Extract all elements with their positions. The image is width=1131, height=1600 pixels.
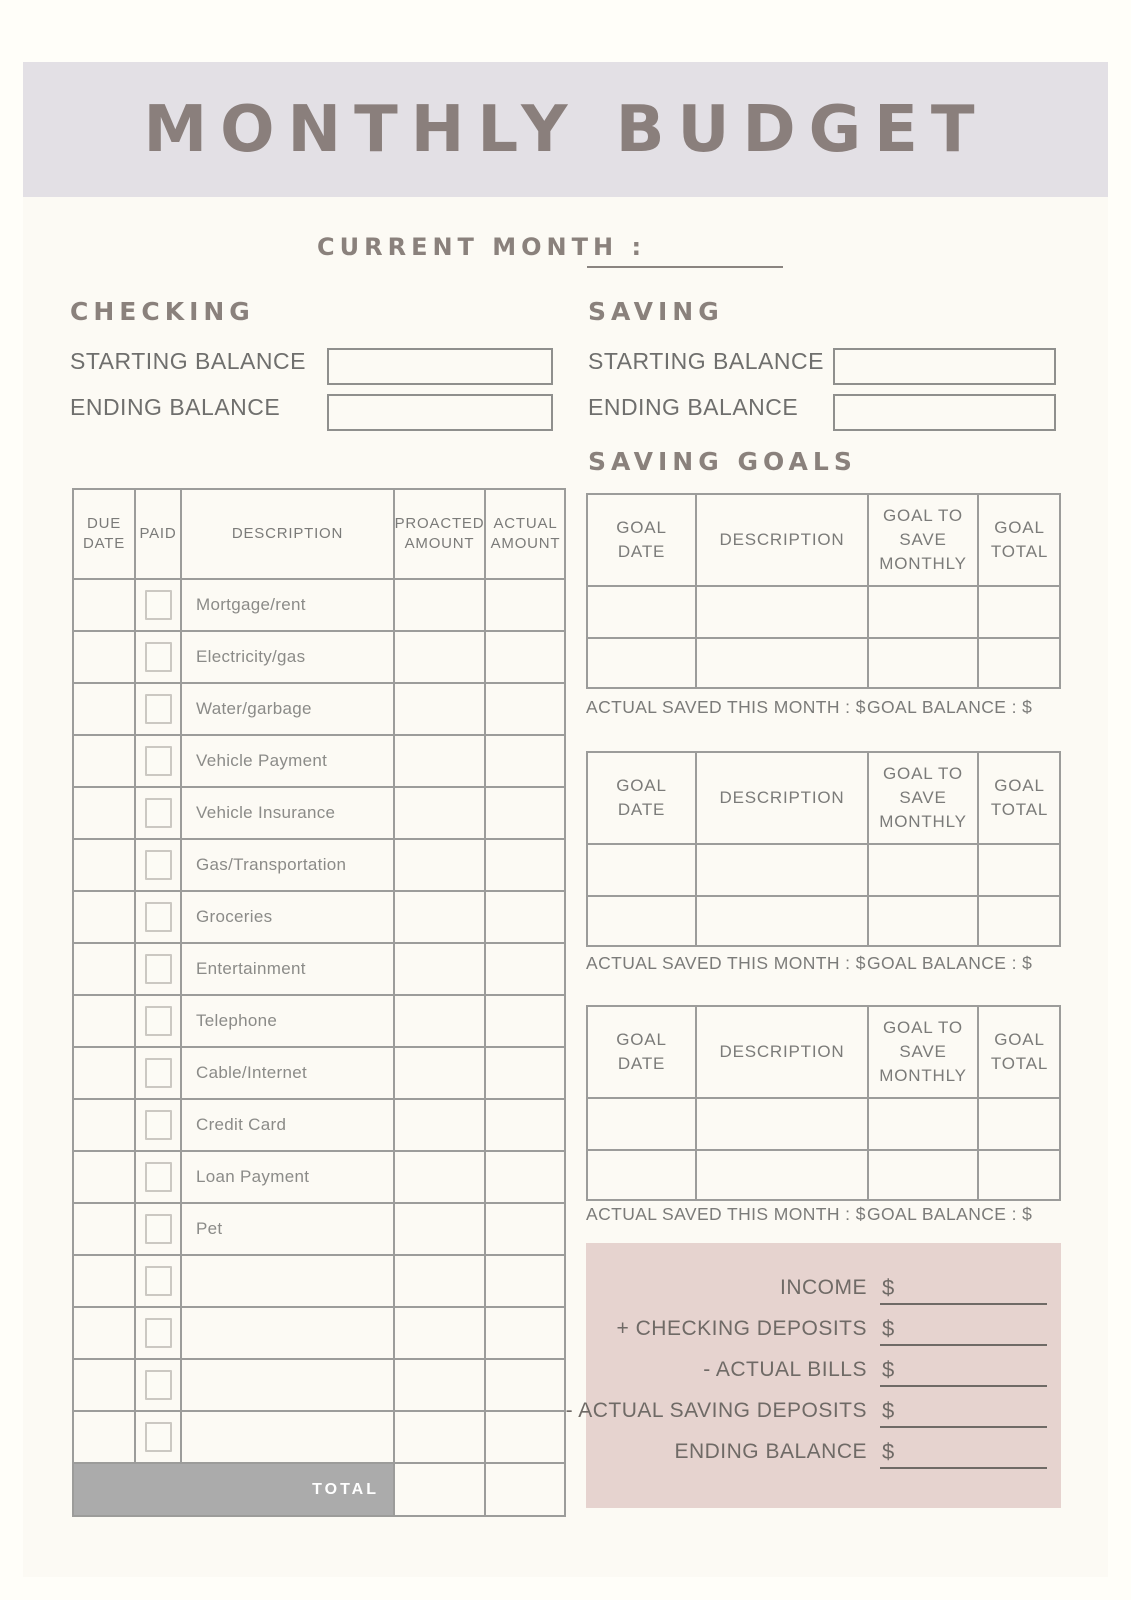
paid-cell	[136, 944, 182, 996]
goal-balance-label: GOAL BALANCE : $	[867, 953, 1033, 973]
saving-goals-table-3	[586, 1005, 1061, 1201]
paid-cell	[136, 1100, 182, 1152]
goal-column-header-description: DESCRIPTION	[697, 1007, 869, 1099]
checking-deposits-blank[interactable]	[880, 1344, 1047, 1346]
goal-monthly-cell[interactable]	[869, 845, 979, 897]
proacted-amount-cell[interactable]	[395, 892, 486, 944]
income-blank[interactable]	[880, 1303, 1047, 1305]
summary-row-actual-bills	[586, 1349, 1061, 1390]
paid-cell	[136, 892, 182, 944]
actual-amount-cell[interactable]	[486, 944, 565, 996]
currency-symbol: $	[882, 1439, 895, 1464]
due-date-cell[interactable]	[74, 684, 136, 736]
bill-description: Groceries	[196, 907, 273, 926]
bill-description: Vehicle Payment	[196, 751, 328, 770]
actual-saving-deposits-blank[interactable]	[880, 1426, 1047, 1428]
goal-column-header-goal-total: GOAL TOTAL	[979, 1007, 1060, 1099]
actual-amount-cell[interactable]	[486, 1204, 565, 1256]
paid-cell	[136, 1256, 182, 1308]
due-date-cell[interactable]	[74, 892, 136, 944]
bill-description: Gas/Transportation	[196, 855, 347, 874]
paid-checkbox[interactable]	[145, 1370, 172, 1400]
proacted-amount-cell[interactable]	[395, 996, 486, 1048]
column-header-proacted-amount: PROACTED AMOUNT	[395, 490, 486, 580]
due-date-cell[interactable]	[74, 1100, 136, 1152]
goal-total-cell[interactable]	[979, 1099, 1060, 1151]
paid-cell	[136, 840, 182, 892]
goal-description-cell[interactable]	[697, 587, 869, 639]
goal-date-cell[interactable]	[588, 845, 697, 897]
bill-description: Pet	[196, 1219, 223, 1238]
saving-goals-table-1	[586, 493, 1061, 689]
goal-date-cell[interactable]	[588, 639, 697, 687]
goal-column-header-goal-to-save-monthly: GOAL TO SAVE MONTHLY	[869, 753, 979, 845]
goal-monthly-cell[interactable]	[869, 639, 979, 687]
checking-starting-balance-input[interactable]	[327, 348, 553, 385]
title-banner	[23, 62, 1108, 197]
goal-description-cell[interactable]	[697, 1099, 869, 1151]
proacted-amount-cell[interactable]	[395, 1100, 486, 1152]
proacted-amount-cell[interactable]	[395, 1204, 486, 1256]
actual-saved-label: ACTUAL SAVED THIS MONTH : $	[586, 1204, 866, 1224]
due-date-cell[interactable]	[74, 632, 136, 684]
column-header-due-date: DUE DATE	[74, 490, 136, 580]
actual-amount-cell[interactable]	[486, 892, 565, 944]
paid-checkbox[interactable]	[145, 642, 172, 672]
proacted-amount-cell[interactable]	[395, 1048, 486, 1100]
current-month-label: CURRENT MONTH :	[317, 233, 647, 261]
goal-description-cell[interactable]	[697, 897, 869, 945]
summary-row-income	[586, 1267, 1061, 1308]
goal-total-cell[interactable]	[979, 1151, 1060, 1199]
bill-description: Vehicle Insurance	[196, 803, 336, 822]
actual-amount-cell[interactable]	[486, 1152, 565, 1204]
goal-column-header-goal-date: GOAL DATE	[588, 1007, 697, 1099]
description-cell[interactable]	[182, 580, 395, 632]
goal-date-cell[interactable]	[588, 897, 697, 945]
actual-amount-cell[interactable]	[486, 736, 565, 788]
description-cell[interactable]	[182, 1204, 395, 1256]
saving-goals-table-2	[586, 751, 1061, 947]
column-header-actual-amount: ACTUAL AMOUNT	[486, 490, 565, 580]
paid-cell	[136, 1152, 182, 1204]
paid-cell	[136, 632, 182, 684]
actual-amount-cell[interactable]	[486, 1308, 565, 1360]
bill-description: Mortgage/rent	[196, 595, 306, 614]
proacted-amount-cell[interactable]	[395, 1412, 486, 1464]
paid-cell	[136, 736, 182, 788]
actual-amount-cell[interactable]	[486, 1256, 565, 1308]
actual-amount-cell[interactable]	[486, 1100, 565, 1152]
page-top-margin	[0, 0, 1131, 62]
paid-checkbox[interactable]	[145, 694, 172, 724]
paid-cell	[136, 1412, 182, 1464]
description-cell[interactable]	[182, 632, 395, 684]
goal-column-header-description: DESCRIPTION	[697, 753, 869, 845]
description-cell[interactable]	[182, 684, 395, 736]
description-cell[interactable]	[182, 892, 395, 944]
summary-row-ending-balance	[586, 1431, 1061, 1472]
proacted-amount-cell[interactable]	[395, 840, 486, 892]
goal-date-cell[interactable]	[588, 1151, 697, 1199]
actual-amount-cell[interactable]	[486, 840, 565, 892]
proacted-amount-cell[interactable]	[395, 580, 486, 632]
proacted-amount-cell[interactable]	[395, 788, 486, 840]
ending-balance-label: ENDING BALANCE	[674, 1440, 867, 1463]
total-proacted-amount-cell[interactable]	[395, 1464, 486, 1515]
goal-monthly-cell[interactable]	[869, 1099, 979, 1151]
goal-column-header-goal-date: GOAL DATE	[588, 495, 697, 587]
current-month-blank[interactable]	[587, 235, 783, 268]
bill-description: Water/garbage	[196, 699, 312, 718]
due-date-cell[interactable]	[74, 1048, 136, 1100]
paid-checkbox[interactable]	[145, 798, 172, 828]
paid-cell	[136, 996, 182, 1048]
description-cell[interactable]	[182, 1152, 395, 1204]
goal-footer-3	[586, 1204, 1061, 1225]
paid-checkbox[interactable]	[145, 1318, 172, 1348]
actual-amount-cell[interactable]	[486, 1048, 565, 1100]
due-date-cell[interactable]	[74, 788, 136, 840]
due-date-cell[interactable]	[74, 736, 136, 788]
goal-column-header-description: DESCRIPTION	[697, 495, 869, 587]
description-cell[interactable]	[182, 1412, 395, 1464]
monthly-summary-box	[565, 1243, 1061, 1508]
saving-ending-balance-input[interactable]	[833, 394, 1056, 431]
goal-description-cell[interactable]	[697, 1151, 869, 1199]
goal-total-cell[interactable]	[979, 845, 1060, 897]
description-cell[interactable]	[182, 1360, 395, 1412]
actual-amount-cell[interactable]	[486, 996, 565, 1048]
proacted-amount-cell[interactable]	[395, 736, 486, 788]
goal-monthly-cell[interactable]	[869, 587, 979, 639]
income-label: INCOME	[780, 1276, 867, 1299]
due-date-cell[interactable]	[74, 1204, 136, 1256]
due-date-cell[interactable]	[74, 1256, 136, 1308]
actual-bills-label: - ACTUAL BILLS	[703, 1358, 867, 1381]
paid-cell	[136, 684, 182, 736]
paid-checkbox[interactable]	[145, 746, 172, 776]
goal-column-header-goal-total: GOAL TOTAL	[979, 495, 1060, 587]
bill-description: Credit Card	[196, 1115, 287, 1134]
actual-amount-cell[interactable]	[486, 788, 565, 840]
bill-description: Cable/Internet	[196, 1063, 307, 1082]
goal-balance-label: GOAL BALANCE : $	[867, 697, 1033, 717]
goal-date-cell[interactable]	[588, 587, 697, 639]
goal-description-cell[interactable]	[697, 639, 869, 687]
description-cell[interactable]	[182, 788, 395, 840]
goal-date-cell[interactable]	[588, 1099, 697, 1151]
column-header-paid: PAID	[136, 490, 182, 580]
checking-ending-balance-input[interactable]	[327, 394, 553, 431]
bill-description: Entertainment	[196, 959, 306, 978]
paid-checkbox[interactable]	[145, 1422, 172, 1452]
due-date-cell[interactable]	[74, 1412, 136, 1464]
goal-total-cell[interactable]	[979, 587, 1060, 639]
goal-column-header-goal-to-save-monthly: GOAL TO SAVE MONTHLY	[869, 495, 979, 587]
saving-ending-balance-label: ENDING BALANCE	[588, 394, 799, 420]
page-title: MONTHLY BUDGET	[143, 92, 988, 167]
paid-cell	[136, 1360, 182, 1412]
proacted-amount-cell[interactable]	[395, 1152, 486, 1204]
paid-cell	[136, 1048, 182, 1100]
due-date-cell[interactable]	[74, 944, 136, 996]
goal-footer-1	[586, 697, 1061, 718]
saving-starting-balance-input[interactable]	[833, 348, 1056, 385]
goal-footer-2	[586, 953, 1061, 974]
paid-cell	[136, 1308, 182, 1360]
paid-cell	[136, 580, 182, 632]
due-date-cell[interactable]	[74, 580, 136, 632]
paid-checkbox[interactable]	[145, 850, 172, 880]
total-label: TOTAL	[312, 1480, 379, 1498]
summary-row-actual-saving-deposits	[565, 1390, 1061, 1431]
proacted-amount-cell[interactable]	[395, 1360, 486, 1412]
actual-amount-cell[interactable]	[486, 684, 565, 736]
saving-starting-balance-label: STARTING BALANCE	[588, 348, 824, 374]
actual-amount-cell[interactable]	[486, 580, 565, 632]
goal-total-cell[interactable]	[979, 639, 1060, 687]
total-row-bar	[74, 1464, 395, 1515]
description-cell[interactable]	[182, 1048, 395, 1100]
actual-bills-blank[interactable]	[880, 1385, 1047, 1387]
paid-checkbox[interactable]	[145, 1006, 172, 1036]
paid-checkbox[interactable]	[145, 1110, 172, 1140]
checking-ending-balance-label: ENDING BALANCE	[70, 394, 281, 420]
description-cell[interactable]	[182, 840, 395, 892]
paid-checkbox[interactable]	[145, 1058, 172, 1088]
bill-description: Telephone	[196, 1011, 278, 1030]
goal-monthly-cell[interactable]	[869, 1151, 979, 1199]
actual-saved-label: ACTUAL SAVED THIS MONTH : $	[586, 697, 866, 717]
currency-symbol: $	[882, 1357, 895, 1382]
total-actual-amount-cell[interactable]	[486, 1464, 565, 1515]
checking-deposits-label: + CHECKING DEPOSITS	[616, 1317, 867, 1340]
bills-table	[72, 488, 566, 1517]
actual-amount-cell[interactable]	[486, 1412, 565, 1464]
description-cell[interactable]	[182, 736, 395, 788]
column-header-description: DESCRIPTION	[182, 490, 395, 580]
bill-description: Electricity/gas	[196, 647, 306, 666]
proacted-amount-cell[interactable]	[395, 632, 486, 684]
due-date-cell[interactable]	[74, 996, 136, 1048]
paid-checkbox[interactable]	[145, 902, 172, 932]
description-cell[interactable]	[182, 944, 395, 996]
paid-checkbox[interactable]	[145, 1162, 172, 1192]
proacted-amount-cell[interactable]	[395, 684, 486, 736]
proacted-amount-cell[interactable]	[395, 1308, 486, 1360]
actual-amount-cell[interactable]	[486, 1360, 565, 1412]
actual-saved-label: ACTUAL SAVED THIS MONTH : $	[586, 953, 866, 973]
due-date-cell[interactable]	[74, 1308, 136, 1360]
description-cell[interactable]	[182, 1100, 395, 1152]
due-date-cell[interactable]	[74, 1360, 136, 1412]
bill-description: Loan Payment	[196, 1167, 310, 1186]
currency-symbol: $	[882, 1275, 895, 1300]
due-date-cell[interactable]	[74, 1152, 136, 1204]
paid-checkbox[interactable]	[145, 1266, 172, 1296]
goal-column-header-goal-to-save-monthly: GOAL TO SAVE MONTHLY	[869, 1007, 979, 1099]
description-cell[interactable]	[182, 1308, 395, 1360]
description-cell[interactable]	[182, 1256, 395, 1308]
goal-monthly-cell[interactable]	[869, 897, 979, 945]
actual-amount-cell[interactable]	[486, 632, 565, 684]
goal-column-header-goal-total: GOAL TOTAL	[979, 753, 1060, 845]
goal-balance-label: GOAL BALANCE : $	[867, 1204, 1033, 1224]
paid-cell	[136, 788, 182, 840]
goal-column-header-goal-date: GOAL DATE	[588, 753, 697, 845]
currency-symbol: $	[882, 1398, 895, 1423]
paid-checkbox[interactable]	[145, 954, 172, 984]
paid-cell	[136, 1204, 182, 1256]
goal-description-cell[interactable]	[697, 845, 869, 897]
checking-heading: CHECKING	[70, 297, 255, 326]
ending-balance-blank[interactable]	[880, 1467, 1047, 1469]
paid-checkbox[interactable]	[145, 1214, 172, 1244]
summary-row-checking-deposits	[586, 1308, 1061, 1349]
description-cell[interactable]	[182, 996, 395, 1048]
proacted-amount-cell[interactable]	[395, 944, 486, 996]
currency-symbol: $	[882, 1316, 895, 1341]
proacted-amount-cell[interactable]	[395, 1256, 486, 1308]
due-date-cell[interactable]	[74, 840, 136, 892]
saving-heading: SAVING	[588, 297, 724, 326]
checking-starting-balance-label: STARTING BALANCE	[70, 348, 306, 374]
actual-saving-deposits-label: - ACTUAL SAVING DEPOSITS	[565, 1399, 867, 1422]
goal-total-cell[interactable]	[979, 897, 1060, 945]
saving-goals-heading: SAVING GOALS	[588, 447, 857, 476]
paid-checkbox[interactable]	[145, 590, 172, 620]
